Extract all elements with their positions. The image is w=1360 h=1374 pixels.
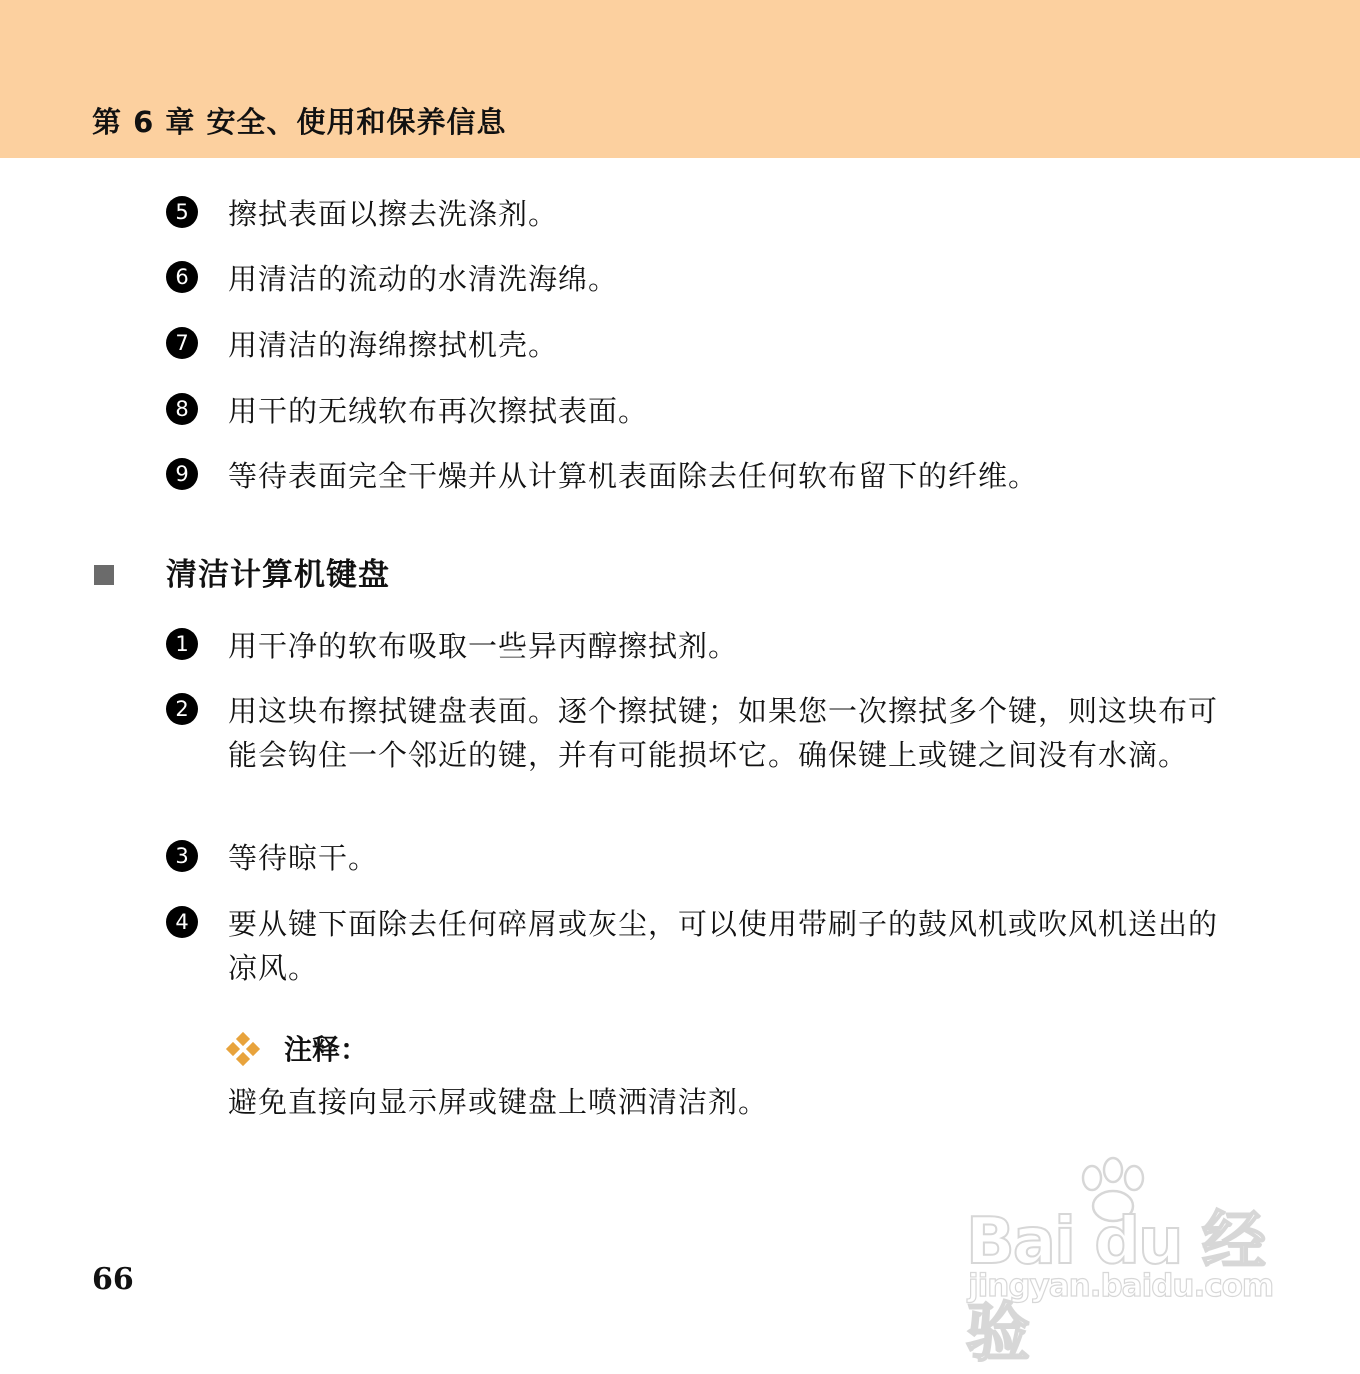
step-text: 用干的无绒软布再次擦拭表面。 [228,394,649,428]
step-text: 要从键下面除去任何碎屑或灰尘，可以使用带刷子的鼓风机或吹风机送出的凉风。 [228,907,1219,985]
watermark-url: jingyan.baidu.com [968,1268,1274,1304]
square-bullet-icon [94,565,114,585]
step-number-badge: 1 [166,628,198,660]
section-title: 清洁计算机键盘 [166,557,390,593]
baidu-jingyan-watermark [960,1150,1290,1371]
step-text: 等待表面完全干燥并从计算机表面除去任何软布留下的纤维。 [228,459,1039,493]
step-text: 用清洁的流动的水清洗海绵。 [228,262,619,296]
step-text: 用干净的软布吸取一些异丙醇擦拭剂。 [228,629,739,663]
four-diamond-icon [228,1034,258,1064]
chapter-header-band [0,0,1360,158]
step-number-badge: 5 [166,196,198,228]
step-number-badge: 2 [166,693,198,725]
note-text: 避免直接向显示屏或键盘上喷洒清洁剂。 [228,1085,769,1119]
step-text: 擦拭表面以擦去洗涤剂。 [228,197,559,231]
step-number-badge: 3 [166,840,198,872]
step-text: 用清洁的海绵擦拭机壳。 [228,328,559,362]
step-text: 等待晾干。 [228,841,379,875]
step-text: 用这块布擦拭键盘表面。逐个擦拭键；如果您一次擦拭多个键，则这块布可能会钩住一个邻近的键，并有可能损坏它。确保键上或键之间没有水滴。 [228,694,1219,772]
step-number-badge: 7 [166,327,198,359]
section-heading [94,555,894,599]
watermark-brand: Bai du 经验 [966,1205,1264,1371]
step-number-badge: 4 [166,906,198,938]
note-label: 注释： [284,1033,369,1066]
step-number-badge: 6 [166,261,198,293]
chapter-title: 第 6 章 安全、使用和保养信息 [92,105,507,139]
page-number: 66 [92,1262,134,1297]
step-number-badge: 9 [166,458,198,490]
step-number-badge: 8 [166,393,198,425]
